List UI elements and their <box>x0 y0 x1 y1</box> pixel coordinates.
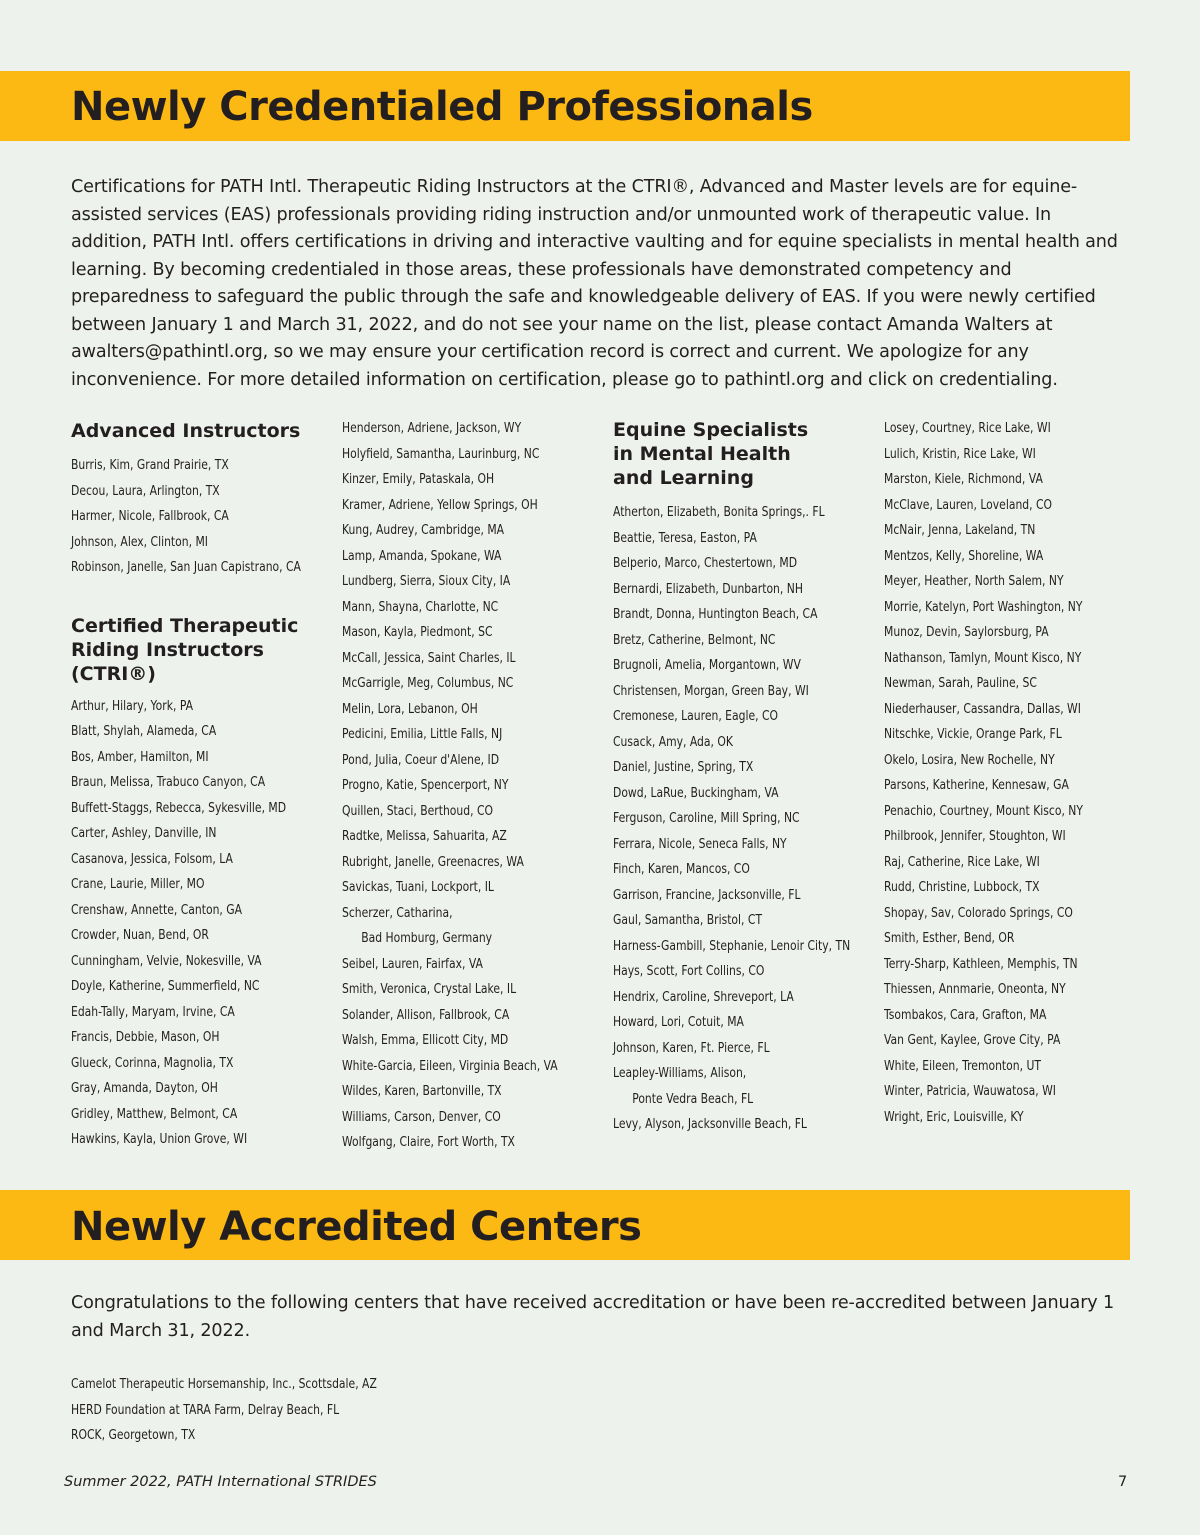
list-item: Rubright, Janelle, Greenacres, WA <box>342 853 524 870</box>
list-item: Wildes, Karen, Bartonville, TX <box>342 1083 502 1099</box>
list-item: Meyer, Heather, North Salem, NY <box>884 573 1064 589</box>
list-item: Blatt, Shylah, Alameda, CA <box>71 723 217 739</box>
list-item: Howard, Lori, Cotuit, MA <box>613 1014 744 1030</box>
names-column-1 <box>71 418 358 1153</box>
list-item: Losey, Courtney, Rice Lake, WI <box>884 420 1051 436</box>
ctri-list-part1 <box>71 694 358 1153</box>
equine-heading-line2: in Mental Health <box>613 443 791 465</box>
list-item: Nitschke, Vickie, Orange Park, FL <box>884 726 1062 742</box>
list-item: Braun, Melissa, Trabuco Canyon, CA <box>71 774 266 790</box>
list-item: Johnson, Alex, Clinton, MI <box>71 533 208 550</box>
list-item: Cusack, Amy, Ada, OK <box>613 733 733 750</box>
list-item: Mentzos, Kelly, Shoreline, WA <box>884 547 1044 564</box>
ctri-list-part2 <box>342 416 612 1156</box>
list-item: Carter, Ashley, Danville, IN <box>71 825 217 841</box>
list-item: Thiessen, Annmarie, Oneonta, NY <box>884 981 1066 997</box>
list-item: Beattie, Teresa, Easton, PA <box>613 529 757 546</box>
equine-list-part1 <box>613 500 909 1138</box>
advanced-instructors-heading: Advanced Instructors <box>71 420 301 442</box>
list-item: ROCK, Georgetown, TX <box>71 1427 196 1443</box>
equine-heading-line3: and Learning <box>613 467 754 489</box>
section-title-credentialed: Newly Credentialed Professionals <box>71 84 813 130</box>
ctri-heading-line1: Certified Therapeutic <box>71 614 299 637</box>
list-item: Van Gent, Kaylee, Grove City, PA <box>884 1032 1061 1048</box>
list-item: Decou, Laura, Arlington, TX <box>71 482 220 499</box>
list-item: Ferrara, Nicole, Seneca Falls, NY <box>613 835 787 852</box>
list-item: Hendrix, Caroline, Shreveport, LA <box>613 988 794 1005</box>
list-item: Bretz, Catherine, Belmont, NC <box>613 631 776 648</box>
list-item: Lulich, Kristin, Rice Lake, WI <box>884 445 1036 462</box>
accredited-centers-list <box>71 1372 453 1449</box>
list-item: Buffett-Staggs, Rebecca, Sykesville, MD <box>71 799 287 816</box>
list-item: Crane, Laurie, Miller, MO <box>71 876 205 892</box>
list-item: Glueck, Corinna, Magnolia, TX <box>71 1054 234 1071</box>
list-item: Penachio, Courtney, Mount Kisco, NY <box>884 802 1083 819</box>
list-item: Brandt, Donna, Huntington Beach, CA <box>613 606 818 622</box>
list-item: Doyle, Katherine, Summerfield, NC <box>71 978 260 994</box>
list-item: Williams, Carson, Denver, CO <box>342 1108 501 1125</box>
list-item: Mann, Shayna, Charlotte, NC <box>342 598 499 615</box>
ctri-heading-line2: Riding Instructors <box>71 638 264 661</box>
list-item: Finch, Karen, Mancos, CO <box>613 861 750 877</box>
list-item: Atherton, Elizabeth, Bonita Springs,. FL <box>613 504 825 520</box>
footer-publication: Summer 2022, PATH International STRIDES <box>64 1474 377 1490</box>
list-item: Bos, Amber, Hamilton, MI <box>71 748 209 765</box>
list-item: Smith, Veronica, Crystal Lake, IL <box>342 981 517 997</box>
list-item: Hays, Scott, Fort Collins, CO <box>613 963 765 979</box>
list-item: Henderson, Adriene, Jackson, WY <box>342 420 522 436</box>
list-item: Tsombakos, Cara, Grafton, MA <box>884 1006 1047 1023</box>
ctri-heading-line3: (CTRI®) <box>71 662 156 685</box>
list-item: Brugnoli, Amelia, Morgantown, WV <box>613 657 801 673</box>
list-item: Bad Homburg, Germany <box>361 930 493 946</box>
section-banner-credentialed <box>0 71 1130 141</box>
list-item: Progno, Katie, Spencerport, NY <box>342 777 509 793</box>
list-item: Rudd, Christine, Lubbock, TX <box>884 879 1040 895</box>
list-item: Wolfgang, Claire, Fort Worth, TX <box>342 1134 515 1150</box>
list-item: Camelot Therapeutic Horsemanship, Inc., Scottsdale, AZ <box>71 1376 377 1392</box>
list-item: Arthur, Hilary, York, PA <box>71 697 194 714</box>
list-item: Niederhauser, Cassandra, Dallas, WI <box>884 700 1081 717</box>
list-item: Solander, Allison, Fallbrook, CA <box>342 1006 510 1023</box>
list-item: Garrison, Francine, Jacksonville, FL <box>613 886 801 903</box>
list-item: McClave, Lauren, Loveland, CO <box>884 496 1053 513</box>
list-item: Gaul, Samantha, Bristol, CT <box>613 912 763 928</box>
list-item: Morrie, Katelyn, Port Washington, NY <box>884 598 1083 615</box>
list-item: Holyfield, Samantha, Laurinburg, NC <box>342 445 540 462</box>
list-item: Harmer, Nicole, Fallbrook, CA <box>71 508 229 524</box>
list-item: Raj, Catherine, Rice Lake, WI <box>884 853 1040 870</box>
footer-page-number: 7 <box>1118 1474 1128 1490</box>
equine-list-part2 <box>884 416 1133 1130</box>
list-item: Smith, Esther, Bend, OR <box>884 930 1015 946</box>
list-item: McNair, Jenna, Lakeland, TN <box>884 522 1036 538</box>
list-item: Gridley, Matthew, Belmont, CA <box>71 1105 238 1122</box>
section-title-accredited: Newly Accredited Centers <box>71 1204 642 1250</box>
list-item: Cremonese, Lauren, Eagle, CO <box>613 708 779 724</box>
advanced-instructors-list <box>71 453 358 581</box>
ctri-heading <box>71 614 358 686</box>
list-item: Quillen, Staci, Berthoud, CO <box>342 802 494 819</box>
list-item: Shopay, Sav, Colorado Springs, CO <box>884 904 1073 921</box>
list-item: White, Eileen, Tremonton, UT <box>884 1057 1041 1074</box>
list-item: Johnson, Karen, Ft. Pierce, FL <box>613 1039 770 1056</box>
list-item: Seibel, Lauren, Fairfax, VA <box>342 955 483 972</box>
list-item: Wright, Eric, Louisville, KY <box>884 1108 1024 1125</box>
list-item: Winter, Patricia, Wauwatosa, WI <box>884 1083 1056 1099</box>
list-item: Dowd, LaRue, Buckingham, VA <box>613 784 779 801</box>
list-item: Lamp, Amanda, Spokane, WA <box>342 547 502 564</box>
list-item: McCall, Jessica, Saint Charles, IL <box>342 649 516 666</box>
list-item: Crenshaw, Annette, Canton, GA <box>71 901 243 918</box>
list-item: Walsh, Emma, Ellicott City, MD <box>342 1032 509 1048</box>
list-item: Belperio, Marco, Chestertown, MD <box>613 555 798 571</box>
accredited-intro-paragraph: Congratulations to the following centers that have received accreditation or have been re-accredited between January 1 and March 31, 2022. <box>71 1293 1115 1341</box>
list-item: Radtke, Melissa, Sahuarita, AZ <box>342 828 507 844</box>
list-item: Robinson, Janelle, San Juan Capistrano, CA <box>71 559 301 575</box>
list-item: Burris, Kim, Grand Prairie, TX <box>71 457 229 473</box>
list-item: Crowder, Nuan, Bend, OR <box>71 927 209 943</box>
list-item: Levy, Alyson, Jacksonville Beach, FL <box>613 1116 807 1132</box>
section-banner-accredited <box>0 1190 1130 1260</box>
list-item: Leapley-Williams, Alison, <box>613 1065 747 1081</box>
equine-heading-line1: Equine Specialists <box>613 419 809 441</box>
names-column-2 <box>342 416 612 1156</box>
list-item: Marston, Kiele, Richmond, VA <box>884 471 1043 487</box>
list-item: Casanova, Jessica, Folsom, LA <box>71 850 233 867</box>
list-item: HERD Foundation at TARA Farm, Delray Beach, FL <box>71 1401 340 1418</box>
list-item: Scherzer, Catharina, <box>342 904 453 921</box>
list-item: Gray, Amanda, Dayton, OH <box>71 1080 218 1096</box>
list-item: Ferguson, Caroline, Mill Spring, NC <box>613 810 800 826</box>
list-item: Melin, Lora, Lebanon, OH <box>342 700 478 717</box>
list-item: Pond, Julia, Coeur d'Alene, ID <box>342 751 500 768</box>
list-item: Kung, Audrey, Cambridge, MA <box>342 522 505 538</box>
list-item: Kinzer, Emily, Pataskala, OH <box>342 471 495 487</box>
names-column-4 <box>884 416 1133 1130</box>
list-item: Hawkins, Kayla, Union Grove, WI <box>71 1131 248 1147</box>
list-item: Kramer, Adriene, Yellow Springs, OH <box>342 496 538 513</box>
list-item: Okelo, Losira, New Rochelle, NY <box>884 751 1055 768</box>
list-item: Daniel, Justine, Spring, TX <box>613 759 754 775</box>
list-item: Terry-Sharp, Kathleen, Memphis, TN <box>884 955 1078 972</box>
list-item: Cunningham, Velvie, Nokesville, VA <box>71 952 262 969</box>
equine-specialists-heading <box>613 418 909 490</box>
list-item: Edah-Tally, Maryam, Irvine, CA <box>71 1003 235 1020</box>
list-item: Mason, Kayla, Piedmont, SC <box>342 624 493 640</box>
list-item: Newman, Sarah, Pauline, SC <box>884 675 1037 691</box>
list-item: McGarrigle, Meg, Columbus, NC <box>342 675 514 691</box>
list-item: Parsons, Katherine, Kennesaw, GA <box>884 777 1069 793</box>
list-item: Ponte Vedra Beach, FL <box>632 1090 754 1107</box>
names-column-3 <box>613 418 909 1138</box>
list-item: Christensen, Morgan, Green Bay, WI <box>613 682 809 699</box>
list-item: Harness-Gambill, Stephanie, Lenoir City, TN <box>613 937 851 954</box>
list-item: Munoz, Devin, Saylorsburg, PA <box>884 624 1049 640</box>
list-item: Philbrook, Jennifer, Stoughton, WI <box>884 828 1066 844</box>
list-item: Francis, Debbie, Mason, OH <box>71 1029 220 1045</box>
list-item: Bernardi, Elizabeth, Dunbarton, NH <box>613 580 803 597</box>
list-item: Savickas, Tuani, Lockport, IL <box>342 879 494 895</box>
list-item: Nathanson, Tamlyn, Mount Kisco, NY <box>884 649 1082 666</box>
list-item: Lundberg, Sierra, Sioux City, IA <box>342 573 511 589</box>
list-item: White-Garcia, Eileen, Virginia Beach, VA <box>342 1057 558 1074</box>
list-item: Pedicini, Emilia, Little Falls, NJ <box>342 726 503 742</box>
credentialed-intro-paragraph: Certifications for PATH Intl. Therapeutic Riding Instructors at the CTRI®, Advanced and Master levels are for equine-assisted services (EAS) professionals providing riding instruction and/or unmounted work of therapeutic value. In addition, PATH Intl. offers certifications in driving and interactive vaulting and for equine specialists in mental health and learning. By becoming credentialed in those areas, these professionals have demonstrated competency and preparedness to safeguard the public through the safe and knowledgeable delivery of EAS. If you were newly certified between January 1 and March 31, 2022, and do not see your name on the list, please contact Amanda Walters at awalters@pathintl.org, so we may ensure your certification record is correct and current. We apologize for any inconvenience. For more detailed information on certification, please go to pathintl.org and click on credentialing. <box>71 177 1118 390</box>
